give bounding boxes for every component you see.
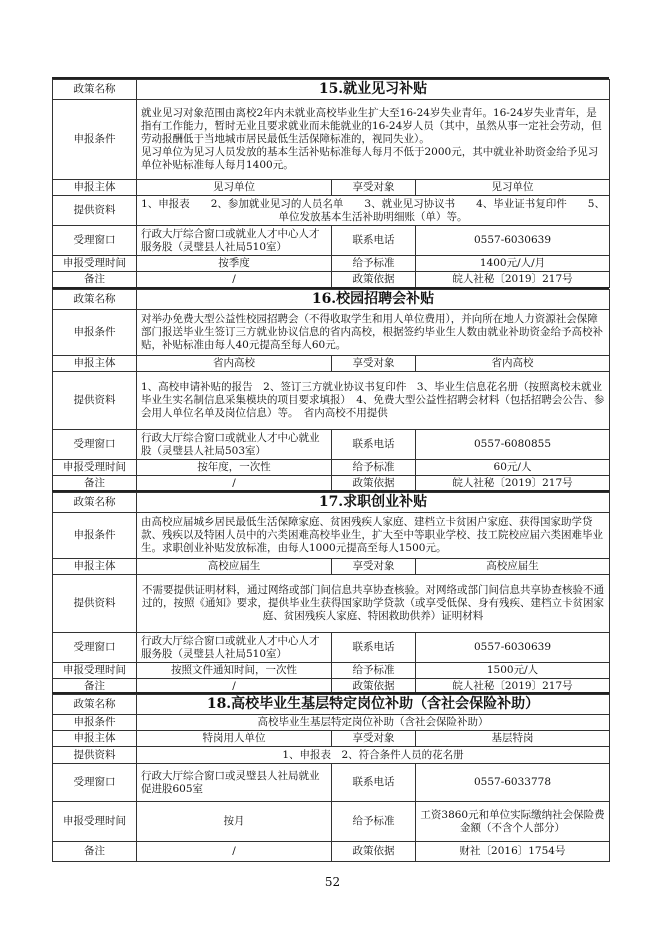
label-apply-conditions: 申报条件 bbox=[53, 310, 137, 356]
label-beneficiary: 享受对象 bbox=[332, 180, 416, 196]
label-basis: 政策依据 bbox=[332, 476, 416, 492]
page-number: 52 bbox=[324, 875, 341, 889]
label-beneficiary: 享受对象 bbox=[332, 731, 416, 747]
label-policy-name: 政策名称 bbox=[53, 695, 137, 715]
label-basis: 政策依据 bbox=[332, 272, 416, 288]
standard: 60元/人 bbox=[416, 460, 610, 476]
label-standard: 给予标准 bbox=[332, 663, 416, 679]
remark: / bbox=[137, 679, 332, 695]
label-standard: 给予标准 bbox=[332, 460, 416, 476]
label-phone: 联系电话 bbox=[332, 633, 416, 663]
condition-paragraph: 见习单位为见习人员发放的基本生活补贴标准每人每月不低于2000元，其中就业补助资金给予见习单位补贴标准每人每月1400元。 bbox=[141, 146, 599, 171]
materials: 1、高校申请补贴的报告 2、签订三方就业协议书复印件 3、毕业生信息花名册（按照离校未就业毕业生实名制信息采集模块的项目要求填报） 4、免费大型公益性招聘会材料（包括招聘会公告、参会用人单位名单及岗位信息）等。 省内高校不用提供 bbox=[137, 372, 610, 430]
label-phone: 联系电话 bbox=[332, 764, 416, 802]
remark: / bbox=[137, 476, 332, 492]
materials: 1、申报表 2、符合条件人员的花名册 bbox=[137, 747, 610, 764]
label-window: 受理窗口 bbox=[53, 633, 137, 663]
beneficiary: 省内高校 bbox=[416, 356, 610, 372]
label-apply-time: 申报受理时间 bbox=[53, 802, 137, 842]
apply-subject: 见习单位 bbox=[137, 180, 332, 196]
basis: 皖人社秘〔2019〕217号 bbox=[416, 476, 610, 492]
label-materials: 提供资料 bbox=[53, 747, 137, 764]
label-apply-subject: 申报主体 bbox=[53, 559, 137, 575]
conditions-cell: 高校毕业生基层特定岗位补助（含社会保险补助） bbox=[137, 715, 610, 731]
conditions-cell bbox=[137, 310, 610, 356]
apply-time: 按年度，一次性 bbox=[137, 460, 332, 476]
beneficiary: 基层特岗 bbox=[416, 731, 610, 747]
basis: 皖人社秘〔2019〕217号 bbox=[416, 679, 610, 695]
label-standard: 给予标准 bbox=[332, 802, 416, 842]
window: 行政大厅综合窗口或就业人才中心人才服务股（灵璧县人社局510室） bbox=[137, 633, 332, 663]
label-apply-conditions: 申报条件 bbox=[53, 513, 137, 559]
label-apply-conditions: 申报条件 bbox=[53, 715, 137, 731]
label-materials: 提供资料 bbox=[53, 196, 137, 226]
label-policy-name: 政策名称 bbox=[53, 290, 137, 310]
condition-paragraph: 就业见习对象范围由离校2年内未就业高校毕业生扩大至16-24岁失业青年。16-24岁失业青年，是指有工作能力，暂时无业且要求就业而未能就业的16-24岁人员（其中，虽然从事一定社会劳动，但劳动报酬低于当地城市居民最低生活保障标准的，视同失业）。 bbox=[141, 107, 602, 145]
materials: 不需要提供证明材料，通过网络或部门间信息共享协查核验。对网络或部门间信息共享协查核验不通过的，按照《通知》要求，提供毕业生获得国家助学贷款（或享受低保、身有残疾、建档立卡贫困家庭、贫困残疾人家庭、特困救助供养）证明材料 bbox=[137, 575, 610, 633]
label-basis: 政策依据 bbox=[332, 842, 416, 862]
window: 行政大厅综合窗口或灵璧县人社局就业促进股605室 bbox=[137, 764, 332, 802]
label-apply-time: 申报受理时间 bbox=[53, 256, 137, 272]
label-beneficiary: 享受对象 bbox=[332, 356, 416, 372]
policy-title: 16.校园招聘会补贴 bbox=[137, 290, 610, 310]
apply-time: 按季度 bbox=[137, 256, 332, 272]
policy-title: 15.就业见习补贴 bbox=[137, 80, 610, 100]
label-remark: 备注 bbox=[53, 842, 137, 862]
remark: / bbox=[137, 272, 332, 288]
materials: 1、申报表 2、参加就业见习的人员名单 3、就业见习协议书 4、毕业证书复印件 5、单位发放基本生活补助明细账（单）等。 bbox=[137, 196, 610, 226]
basis: 财社〔2016〕1754号 bbox=[416, 842, 610, 862]
policy-table-17 bbox=[52, 492, 610, 695]
remark: / bbox=[137, 842, 332, 862]
label-apply-time: 申报受理时间 bbox=[53, 460, 137, 476]
standard: 1400元/人/月 bbox=[416, 256, 610, 272]
apply-subject: 高校应届生 bbox=[137, 559, 332, 575]
conditions-cell bbox=[137, 100, 610, 180]
policy-title: 17.求职创业补贴 bbox=[137, 493, 610, 513]
phone: 0557-6030639 bbox=[416, 633, 610, 663]
phone: 0557-6030639 bbox=[416, 226, 610, 256]
label-materials: 提供资料 bbox=[53, 372, 137, 430]
policy-table-15 bbox=[52, 79, 610, 288]
condition-paragraph: 由高校应届城乡居民最低生活保障家庭、贫困残疾人家庭、建档立卡贫困户家庭、获得国家助学贷款、残疾以及特困人员中的六类困难高校毕业生，扩大至中等职业学校、技工院校应届六类困难毕业生。求职创业补贴发放标准，由每人1000元提高至每人1500元。 bbox=[141, 516, 603, 554]
condition-paragraph: 对举办免费大型公益性校园招聘会（不得收取学生和用人单位费用），并向所在地人力资源社会保障部门报送毕业生签订三方就业协议信息的省内高校，根据签约毕业生人数由就业补助资金给予高校补贴，补贴标准由每人40元提高至每人60元。 bbox=[141, 313, 603, 351]
label-window: 受理窗口 bbox=[53, 764, 137, 802]
label-remark: 备注 bbox=[53, 679, 137, 695]
label-materials: 提供资料 bbox=[53, 575, 137, 633]
label-apply-subject: 申报主体 bbox=[53, 731, 137, 747]
label-apply-time: 申报受理时间 bbox=[53, 663, 137, 679]
label-window: 受理窗口 bbox=[53, 430, 137, 460]
label-standard: 给予标准 bbox=[332, 256, 416, 272]
policy-title: 18.高校毕业生基层特定岗位补助（含社会保险补助） bbox=[137, 695, 610, 715]
apply-subject: 特岗用人单位 bbox=[137, 731, 332, 747]
label-policy-name: 政策名称 bbox=[53, 80, 137, 100]
phone: 0557-6033778 bbox=[416, 764, 610, 802]
phone: 0557-6080855 bbox=[416, 430, 610, 460]
window: 行政大厅综合窗口或就业人才中心人才服务股（灵璧县人社局510室） bbox=[137, 226, 332, 256]
apply-time: 按照文件通知时间，一次性 bbox=[137, 663, 332, 679]
label-remark: 备注 bbox=[53, 272, 137, 288]
label-policy-name: 政策名称 bbox=[53, 493, 137, 513]
apply-subject: 省内高校 bbox=[137, 356, 332, 372]
conditions-cell bbox=[137, 513, 610, 559]
label-basis: 政策依据 bbox=[332, 679, 416, 695]
label-window: 受理窗口 bbox=[53, 226, 137, 256]
standard: 1500元/人 bbox=[416, 663, 610, 679]
label-apply-conditions: 申报条件 bbox=[53, 100, 137, 180]
label-phone: 联系电话 bbox=[332, 226, 416, 256]
label-apply-subject: 申报主体 bbox=[53, 356, 137, 372]
label-beneficiary: 享受对象 bbox=[332, 559, 416, 575]
basis: 皖人社秘〔2019〕217号 bbox=[416, 272, 610, 288]
beneficiary: 见习单位 bbox=[416, 180, 610, 196]
apply-time: 按月 bbox=[137, 802, 332, 842]
policy-table-18 bbox=[52, 694, 610, 862]
beneficiary: 高校应届生 bbox=[416, 559, 610, 575]
policy-table-16 bbox=[52, 289, 610, 492]
label-phone: 联系电话 bbox=[332, 430, 416, 460]
label-apply-subject: 申报主体 bbox=[53, 180, 137, 196]
label-remark: 备注 bbox=[53, 476, 137, 492]
standard: 工资3860元和单位实际缴纳社会保险费金额（不含个人部分） bbox=[416, 802, 610, 842]
window: 行政大厅综合窗口或就业人才中心就业股（灵璧县人社局503室） bbox=[137, 430, 332, 460]
